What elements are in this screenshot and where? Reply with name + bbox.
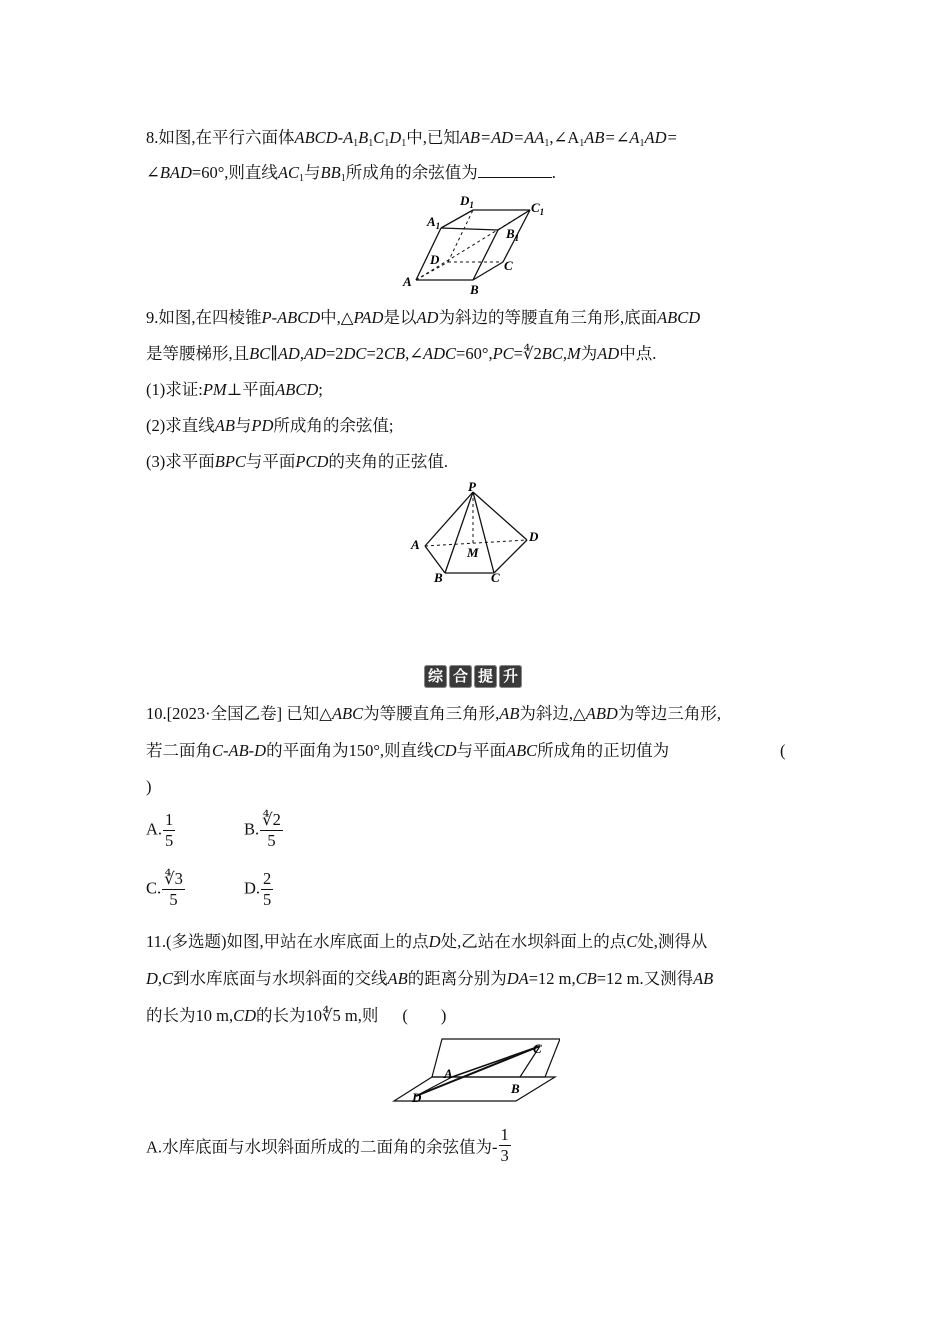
q9-math: DC (343, 344, 367, 363)
q8-fig-label-a1: $A_1$ (427, 214, 441, 231)
q11-text: 的长为10 (256, 1006, 323, 1025)
q11-text: =12 m.又测得 (596, 969, 694, 988)
fraction (162, 869, 185, 910)
q8-line2 (146, 161, 556, 191)
q11-option-a[interactable] (146, 1125, 511, 1166)
q9-part3 (146, 450, 448, 474)
q11-math: AB (387, 969, 408, 988)
numerator: 2 (263, 869, 272, 888)
q9-math: P-ABCD (261, 308, 321, 327)
badge-char: 合 (449, 665, 472, 688)
q11-line2 (146, 967, 713, 991)
q10-text: 的平面角为150°,则直线 (266, 741, 434, 760)
q10-option-b[interactable] (244, 810, 283, 851)
q10-text: 为等腰直角三角形, (363, 704, 500, 723)
q9-text: 是等腰梯形,且 (146, 344, 250, 363)
option-label: A. (146, 819, 163, 839)
q11-math: AB (693, 969, 714, 988)
q10-math: CD (433, 741, 457, 760)
q8-sub: 1 (353, 138, 359, 149)
q9-text: 中,△ (320, 308, 354, 327)
q9-math: BC,M (541, 344, 581, 363)
q9-math: BPC (214, 452, 246, 471)
q8-figure-parallelepiped (398, 190, 558, 305)
numerator: 1 (500, 1125, 509, 1144)
fraction (163, 810, 175, 851)
q9-math: ADC (423, 344, 457, 363)
q10-math: ABC (505, 741, 538, 760)
denominator: 5 (169, 890, 178, 909)
q9-math: AD (416, 308, 439, 327)
q8-fig-label-b: B (470, 282, 479, 297)
q9-line2 (146, 342, 656, 366)
q8-math: D (389, 128, 402, 147)
q8-text: 所成角的余弦值为 (345, 163, 478, 182)
q10-text: 所成角的正切值为 (537, 741, 670, 760)
q11-math: C (626, 932, 638, 951)
q8-sub: 1 (340, 173, 346, 184)
q10-text: 与平面 (456, 741, 506, 760)
q8-math: BAD (159, 163, 192, 182)
q9-text: 中点. (619, 344, 657, 363)
q9-math: BC∥AD,AD (249, 344, 326, 363)
q8-text: . (551, 163, 556, 182)
q8-math: B (358, 128, 369, 147)
q9-fig-label-d: D (529, 529, 539, 544)
q8-math: BB (320, 163, 341, 182)
q8-text: 中,已知 (406, 128, 460, 147)
q10-text: 为斜边,△ (519, 704, 586, 723)
q9-text: (1)求证: (146, 380, 203, 399)
q9-math: ABCD (275, 380, 319, 399)
q9-fig-label-m: M (467, 545, 479, 560)
q9-math: ABCD (657, 308, 701, 327)
q10-option-d[interactable] (244, 869, 273, 910)
q8-fig-label-a: A (403, 274, 412, 289)
option-label: C. (146, 878, 162, 898)
q8-sub: 1 (544, 138, 550, 149)
q9-math: CB (384, 344, 406, 363)
q9-text: 9.如图,在四棱锥 (146, 308, 262, 327)
numerator: ∜2 (262, 810, 281, 829)
q8-text: 如图,在平行六面体 (158, 128, 295, 147)
q9-text: 为 (580, 344, 598, 363)
q9-text: 所成角的余弦值; (273, 416, 394, 435)
q11-math: D (428, 932, 441, 951)
q9-text: (3)求平面 (146, 452, 215, 471)
q10-math: AB (499, 704, 520, 723)
q8-text: 与 (304, 163, 321, 182)
badge-char: 升 (499, 665, 522, 688)
q9-part2 (146, 414, 394, 438)
q9-fig-label-a: A (411, 537, 420, 552)
q11-text: 处,乙站在水坝斜面上的点 (440, 932, 627, 951)
q11-text: 处,测得从 (637, 932, 708, 951)
q11-figure-dam (390, 1034, 560, 1111)
q9-text: ; (318, 380, 323, 399)
q10-math: ABD (585, 704, 618, 723)
q11-text: 11.(多选题)如图,甲站在水库底面上的点 (146, 932, 429, 951)
q10-line2 (146, 739, 669, 763)
q11-text: m,则 (344, 1006, 379, 1025)
q10-text: 为等边三角形, (617, 704, 721, 723)
q10-text: 若二面角 (146, 741, 212, 760)
q10-line1 (146, 702, 721, 726)
q9-text: 与 (234, 416, 252, 435)
q10-math: ABC (331, 704, 364, 723)
q8-math: AC (277, 163, 300, 182)
q8-fig-label-c: C (504, 258, 513, 273)
q9-math: PAD (353, 308, 384, 327)
q11-text: 的长为10 m, (146, 1006, 234, 1025)
q9-line1 (146, 306, 700, 330)
q10-option-a[interactable] (146, 810, 175, 851)
option-label: B. (244, 819, 260, 839)
q8-sub: 1 (579, 138, 585, 149)
q11-line1 (146, 930, 707, 954)
q11-math: D,C (146, 969, 174, 988)
q11-math: DA (506, 969, 529, 988)
q9-text: 为斜边的等腰直角三角形,底面 (438, 308, 658, 327)
q9-text: 的夹角的正弦值. (328, 452, 449, 471)
q11-fig-label-a: A (444, 1066, 453, 1081)
fraction (499, 1125, 511, 1166)
q9-root: ∜2 (522, 344, 542, 363)
q11-text: =12 m, (528, 969, 576, 988)
q9-math: PM (202, 380, 227, 399)
section-badge (424, 665, 522, 688)
q9-text: 与平面 (245, 452, 296, 471)
q8-math: AB=AD=AA (459, 128, 545, 147)
q9-text: ⊥平面 (226, 380, 276, 399)
q11-math: CD (233, 1006, 257, 1025)
badge-char: 综 (424, 665, 447, 688)
q9-text: =2 (366, 344, 384, 363)
q8-fig-label-b1: $B_1$ (506, 226, 520, 243)
q9-text: =60°, (456, 344, 493, 363)
q8-math: AB=∠A (584, 128, 640, 147)
denominator: 5 (267, 831, 276, 850)
q8-sub: 1 (639, 138, 645, 149)
q8-text: =60°,则直线 (191, 163, 278, 182)
q10-text: 10.[2023·全国乙卷] 已知△ (146, 704, 332, 723)
q9-text: 是以 (383, 308, 417, 327)
denominator: 5 (263, 890, 272, 909)
q9-math: PC (492, 344, 514, 363)
q9-text: = (513, 344, 523, 363)
q10-answer-paren-close[interactable]: ) (146, 777, 152, 796)
q10-math: C-AB-D (212, 741, 267, 760)
q9-fig-label-c: C (491, 570, 500, 585)
q9-figure-pyramid (405, 478, 550, 595)
option-label: D. (244, 878, 261, 898)
q9-math: PCD (295, 452, 329, 471)
q11-line3 (146, 1004, 446, 1028)
q11-math: CB (575, 969, 597, 988)
numerator: 1 (165, 810, 174, 829)
q8-sub: 1 (401, 138, 407, 149)
q8-text: ∠ (146, 163, 160, 182)
q11-fig-label-b: B (511, 1081, 520, 1096)
q11-root: ∜5 (322, 1006, 341, 1025)
fraction (260, 810, 283, 851)
q11-answer-paren[interactable]: ( ) (402, 1006, 447, 1025)
q8-math: ABCD-A (294, 128, 354, 147)
fraction (261, 869, 273, 910)
q9-text: ,∠ (405, 344, 424, 363)
q10-option-c[interactable] (146, 869, 185, 910)
q8-fig-label-c1: $C_1$ (531, 200, 545, 217)
q8-fig-label-d1: $D_1$ (460, 193, 474, 210)
q9-math: PD (251, 416, 274, 435)
q8-line1 (146, 126, 678, 156)
denominator: 3 (500, 1146, 509, 1165)
q8-sub: 1 (368, 138, 374, 149)
q8-sub: 1 (299, 173, 305, 184)
q11-text: 到水库底面与水坝斜面的交线 (173, 969, 388, 988)
q9-text: =2 (325, 344, 344, 363)
q8-math: C (373, 128, 385, 147)
q8-fig-label-d: D (430, 252, 440, 267)
q9-fig-label-p: P (468, 479, 476, 494)
q9-part1 (146, 378, 323, 402)
q8-number: 8. (146, 128, 159, 147)
answer-blank[interactable] (478, 163, 552, 178)
q11-fig-label-d: D (412, 1090, 422, 1105)
q8-math: AD= (644, 128, 678, 147)
q11-text: 的距离分别为 (407, 969, 507, 988)
q9-text: (2)求直线 (146, 416, 215, 435)
q11-fig-label-c: C (533, 1041, 542, 1056)
option-text: A.水库底面与水坝斜面所成的二面角的余弦值为- (146, 1137, 498, 1157)
q9-fig-label-b: B (434, 570, 443, 585)
q8-sub: 1 (384, 138, 390, 149)
q9-math: AD (597, 344, 620, 363)
q8-text: ,∠A (549, 128, 580, 147)
badge-char: 提 (474, 665, 497, 688)
q9-math: AB (214, 416, 235, 435)
denominator: 5 (165, 831, 174, 850)
q10-answer-paren-open[interactable]: ( (780, 741, 786, 760)
numerator: ∜3 (164, 869, 183, 888)
